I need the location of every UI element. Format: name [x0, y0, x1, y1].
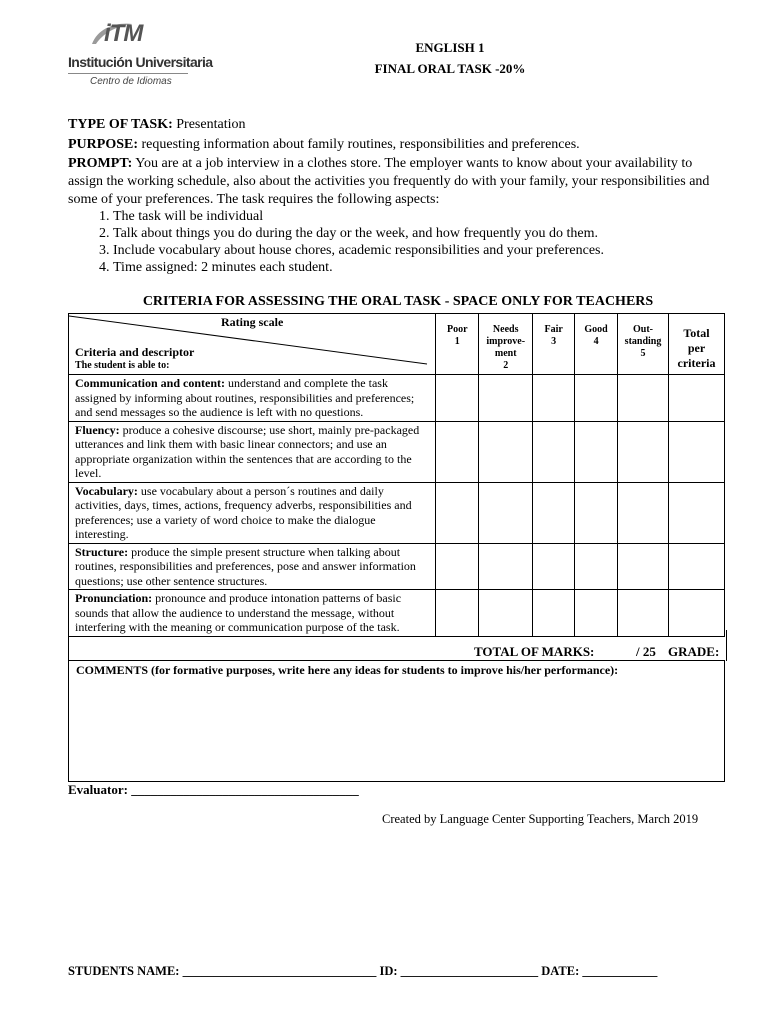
score-cell-3[interactable]	[533, 482, 575, 543]
score-cell-2[interactable]	[479, 375, 533, 422]
score-cell-5[interactable]	[618, 375, 669, 422]
aspect-item: 2. Talk about things you do during the day or the week, and how frequently you do them.	[113, 225, 604, 242]
totals-row	[68, 630, 727, 661]
score-cell-5[interactable]	[618, 543, 669, 590]
score-cell-4[interactable]	[575, 543, 618, 590]
total-cell[interactable]	[669, 543, 725, 590]
aspect-item: 1. The task will be individual	[113, 208, 604, 225]
purpose-label: PURPOSE:	[68, 137, 138, 152]
score-cell-5[interactable]	[618, 482, 669, 543]
scale-good: Good 4	[575, 314, 618, 375]
score-cell-4[interactable]	[575, 421, 618, 482]
rubric-title: CRITERIA FOR ASSESSING THE ORAL TASK - SPACE ONLY FOR TEACHERS	[142, 294, 654, 309]
score-cell-4[interactable]	[575, 482, 618, 543]
logo-divider	[68, 73, 188, 74]
logo-center: Centro de Idiomas	[90, 76, 172, 87]
type-value: Presentation	[176, 117, 246, 132]
scale-poor: Poor 1	[436, 314, 479, 375]
prompt	[68, 155, 718, 209]
criteria-row-fluency	[69, 421, 725, 482]
score-cell-3[interactable]	[533, 543, 575, 590]
total-cell[interactable]	[669, 375, 725, 422]
scale-fair: Fair 3	[533, 314, 575, 375]
score-cell-5[interactable]	[618, 421, 669, 482]
logo-institution: Institución Universitaria	[68, 54, 213, 70]
score-cell-4[interactable]	[575, 375, 618, 422]
prompt-label: PROMPT:	[68, 156, 133, 171]
criteria-row-vocabulary	[69, 482, 725, 543]
purpose-value: requesting information about family routines, responsibilities and preferences.	[141, 137, 580, 152]
students-info-line[interactable]: STUDENTS NAME: _______________________________ ID: ______________________ DATE: ____________	[68, 964, 658, 978]
score-cell-2[interactable]	[479, 543, 533, 590]
criteria-cell: Communication and content: understand and complete the task assigned by informing about routines, responsibilities and preferences; and send messages so the audience is left with no questions.	[69, 375, 436, 422]
criteria-row-structure	[69, 543, 725, 590]
total-marks-label: TOTAL OF MARKS:	[474, 644, 595, 659]
total-cell[interactable]	[669, 482, 725, 543]
score-cell-1[interactable]	[436, 421, 479, 482]
total-marks-max: / 25	[636, 644, 656, 659]
criteria-cell: Vocabulary: use vocabulary about a person´s routines and daily activities, days, times, actions, frequency adverbs, responsibilities and preferences; use a variety of word choice to make the dialogue interesting.	[69, 482, 436, 543]
score-cell-1[interactable]	[436, 375, 479, 422]
score-cell-1[interactable]	[436, 482, 479, 543]
aspects-list	[78, 208, 604, 276]
rubric-table	[68, 313, 725, 637]
total-per-criteria-header: Total per criteria	[669, 314, 725, 375]
student-able-label: The student is able to:	[75, 360, 170, 371]
criteria-cell: Fluency: produce a cohesive discourse; use short, mainly pre-packaged utterances and link them with basic linear connectors; and use an appropriate organization within the sentences that are according to the level.	[69, 421, 436, 482]
aspect-item: 4. Time assigned: 2 minutes each student.	[113, 259, 604, 276]
criteria-cell: Pronunciation: pronounce and produce intonation patterns of basic sounds that allow the audience to understand the message, without interfering with the meaning or communication purpose of the task.	[69, 590, 436, 637]
rubric-header-row	[69, 314, 725, 375]
criteria-header-cell	[69, 314, 436, 375]
comments-label: COMMENTS (for formative purposes, write here any ideas for students to improve his/her performance):	[76, 663, 619, 677]
type-of-task	[68, 116, 718, 134]
logo-brand: iTM	[104, 20, 143, 47]
rating-scale-label: Rating scale	[220, 315, 284, 329]
scale-needs-improvement: Needs improve- ment 2	[479, 314, 533, 375]
score-cell-3[interactable]	[533, 375, 575, 422]
score-cell-1[interactable]	[436, 543, 479, 590]
score-cell-3[interactable]	[533, 421, 575, 482]
purpose	[68, 136, 718, 154]
type-label: TYPE OF TASK:	[68, 117, 173, 132]
task-title: FINAL ORAL TASK -20%	[374, 61, 526, 76]
grade-label: GRADE:	[668, 644, 720, 659]
course-title: ENGLISH 1	[415, 40, 485, 55]
itm-logo	[68, 14, 213, 94]
scale-outstanding: Out- standing 5	[618, 314, 669, 375]
criteria-descriptor-label: Criteria and descriptor	[75, 345, 195, 359]
comments-box[interactable]	[68, 660, 725, 782]
score-cell-2[interactable]	[479, 421, 533, 482]
score-cell-2[interactable]	[479, 482, 533, 543]
criteria-cell: Structure: produce the simple present structure when talking about routines, responsibilities and preferences, pose and answer information questions; use other sentence structures.	[69, 543, 436, 590]
prompt-value: You are at a job interview in a clothes store. The employer wants to know about your availability to assign the working schedule, also about the activities you frequently do with your family, your responsibilities and some of your preferences. The task requires the following aspects:	[68, 156, 710, 207]
evaluator-line[interactable]: Evaluator: ___________________________________	[68, 782, 359, 797]
aspect-item: 3. Include vocabulary about house chores, academic responsibilities and your preferences.	[113, 242, 604, 259]
total-cell[interactable]	[669, 421, 725, 482]
created-by: Created by Language Center Supporting Teachers, March 2019	[382, 812, 699, 826]
criteria-row-communication	[69, 375, 725, 422]
